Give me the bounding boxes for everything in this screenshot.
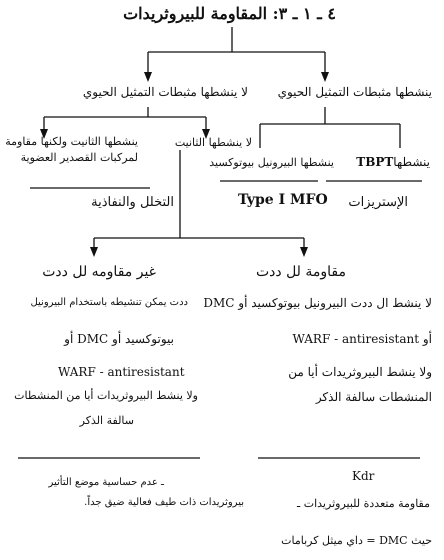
nonresistant-text-line-1: ددت يمكن تنشيطه باستخدام البيرونيل bbox=[30, 297, 188, 308]
resistant-text-line-1: لا ينشط ال ددت البيرونيل بيوتوكسيد أو DMC bbox=[203, 296, 432, 310]
nonresistant-text-line-5: سالفة الذكر bbox=[79, 414, 134, 427]
nonresistant-text-line-4: ولا ينشط البيروثريدات أيا من المنشطات bbox=[14, 389, 198, 402]
thanite-not-activated-label: لا ينشطها الثانيت bbox=[174, 136, 252, 149]
pbo-activated-label: ينشطها البيرونيل بيوتوكسيد bbox=[209, 156, 334, 169]
biosynthesis-not-activated-label: لا ينشطها مثبطات التمثيل الحيوي bbox=[82, 85, 248, 99]
resistant-text-line-2: أو WARF - antiresistant bbox=[292, 332, 432, 346]
tbpt-activated-text: ينشطها bbox=[393, 155, 430, 169]
mfo-label: Type I MFO bbox=[238, 192, 328, 208]
organotin-resistant-label: لمركبات القصدير العضوية bbox=[20, 151, 138, 164]
esterases-label: الإستريزات bbox=[348, 195, 408, 210]
tbpt-code: TBPT bbox=[356, 155, 394, 169]
penetration-label: التخلل والنفاذية bbox=[91, 195, 174, 210]
narrow-spectrum-label: بيروثريدات ذات طيف فعالية ضيق جداً. bbox=[84, 497, 244, 508]
thanite-activated-label: ينشطها الثانيت ولكنها مقاومة bbox=[5, 135, 138, 148]
kdr-label: Kdr bbox=[352, 469, 375, 483]
biosynthesis-activated-label: ينشطها مثبطات التمثيل الحيوي bbox=[277, 85, 432, 99]
tbpt-activated-label bbox=[356, 156, 430, 168]
dmc-footnote: حيث DMC = داي ميثل كربامات bbox=[281, 534, 432, 547]
kdr-description: مقاومة متعددة للبيروثريدات ـ bbox=[297, 497, 430, 510]
resistant-text-line-3: ولا ينشط البيروثريدات أيا من bbox=[288, 365, 432, 379]
nonresistant-text-line-2: بيوتوكسيد أو DMC أو bbox=[64, 332, 174, 346]
page-title: ٤ ـ ١ ـ ٣: المقاومة للبيروثريدات bbox=[123, 4, 336, 23]
ddt-nonresistant-heading: غير مقاومه لل ددت bbox=[42, 264, 156, 280]
nonresistant-text-line-3: WARF - antiresistant bbox=[58, 365, 185, 379]
ddt-resistant-heading: مقاومة لل ددت bbox=[255, 264, 346, 280]
resistant-text-line-4: المنشطات سالفة الذكر bbox=[315, 390, 432, 404]
site-insensitivity-label: ـ عدم حساسية موضع التأثير bbox=[48, 477, 164, 488]
